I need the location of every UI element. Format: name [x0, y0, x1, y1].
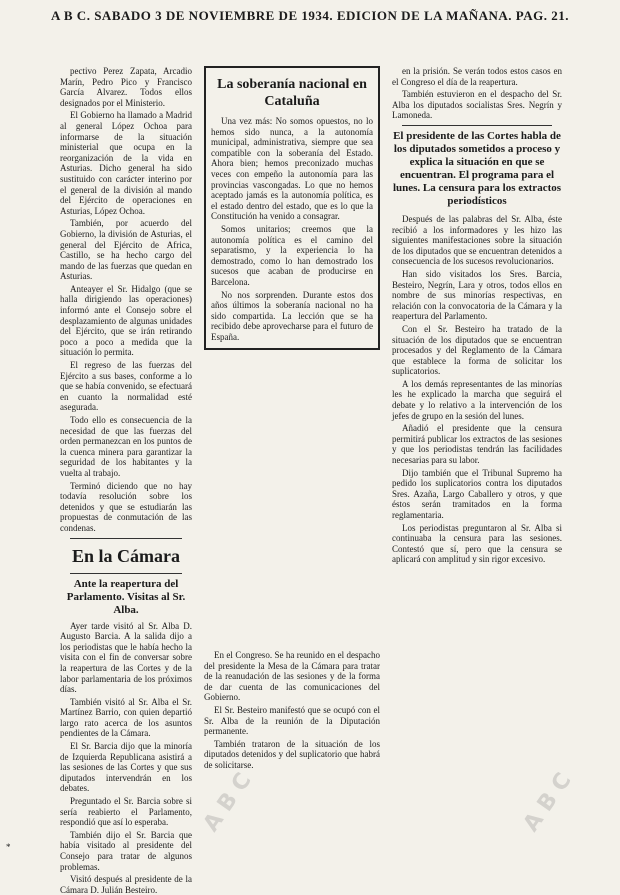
editorial-para: No nos sorprenden. Durante estos dos años últimos la soberanía nacional no ha sido compartida. La lección que se ha recibido debe aprovecharse para el futuro de España. [211, 289, 373, 342]
col1-para: El regreso de las fuerzas del Ejército a sus bases, conforme a lo que se había convenido, se efectuará en cuanto la normalidad esté asegurada. [60, 360, 192, 413]
col1-para: pectivo Perez Zapata, Arcadio Marín, Pedro Pico y Francisco García Alvarez. Todos ellos designados por el Ministerio. [60, 66, 192, 108]
column-3 [392, 66, 562, 850]
col3-para: Con el Sr. Besteiro ha tratado de la situación de los diputados que se encuentran procesados y del Reglamento de la Cámara que establece la forma de solicitar los suplicatorios. [392, 323, 562, 377]
article-title: El presidente de las Cortes habla de los diputados sometidos a proceso y explica la situación en que se encuentran. El programa para el lunes. La censura para los extractos periodísticos [392, 129, 562, 207]
editorial-title: La soberanía nacional en Cataluña [217, 77, 367, 109]
col3-para: Dijo también que el Tribunal Supremo ha pedido los suplicatorios contra los diputados Sres. Azaña, Largo Caballero y otros, y que éstos serán tramitados en la forma reglamentaria. [392, 467, 562, 520]
section-title: En la Cámara [72, 545, 180, 566]
article-title: Ante la reapertura del Parlamento. Visitas al Sr. Alba. [66, 577, 186, 616]
col1-para: Preguntado el Sr. Barcia sobre si sería reabierto el Parlamento, respondió que así lo esperaba. [60, 796, 192, 828]
column-2 [204, 66, 380, 650]
col3-para: en la prisión. Se verán todos estos casos en el Congreso el día de la reapertura. [392, 66, 562, 87]
watermark-stamp: A B C [198, 768, 257, 837]
footer-mark: * [6, 842, 11, 852]
col2-para: En el Congreso. Se ha reunido en el despacho del presidente la Mesa de la Cámara para tratar de la reanudación de las sesiones y de la forma de dar cuenta de las comunicaciones del Gobierno. [204, 650, 380, 703]
watermark-stamp: A B C [518, 768, 577, 837]
col1-para: Todo ello es consecuencia de la necesidad de que las fuerzas del orden permanezcan en los puntos de la cuenca minera para garantizar la seguridad de los habitantes y la vuelta al trabajo. [60, 415, 192, 478]
col1-para: También visitó al Sr. Alba el Sr. Martínez Barrio, con quien departió largo rato acerca de los asuntos pendientes de la Cámara. [60, 696, 192, 739]
col3-para: Después de las palabras del Sr. Alba, éste recibió a los informadores y les hizo las siguientes manifestaciones sobre la situación de los diputados que se encuentran detenidos a consecuencia de los sucesos revolucionarios. [392, 213, 562, 267]
col2-para: El Sr. Besteiro manifestó que se ocupó con el Sr. Alba de la reunión de la Diputación permanente. [204, 704, 380, 737]
col1-para: Anteayer el Sr. Hidalgo (que se halla dirigiendo las operaciones) informó ante el Consejo sobre el desplazamiento de algunas unidades del Ejército, que se irán retirando poco a poco a medida que la situación lo permita. [60, 283, 192, 358]
masthead: A B C. SABADO 3 DE NOVIEMBRE DE 1934. EDICION DE LA MAÑANA. PAG. 21. [50, 8, 570, 23]
col3-para: Los periodistas preguntaron al Sr. Alba si continuaba la censura para las sesiones. Contestó que sí, pero que la censura se aplicará con amplitud y sin rigor excesivo. [392, 522, 562, 565]
column-1 [60, 66, 192, 895]
divider [70, 538, 182, 539]
col3-para: También estuvieron en el despacho del Sr. Alba los diputados socialistas Sres. Negrín y Lamoneda. [392, 89, 562, 121]
col3-para: Añadió el presidente que la censura permitirá publicar los extractos de las sesiones y que los periodistas tendrán las facilidades necesarias para su labor. [392, 423, 562, 466]
editorial-para: Una vez más: No somos opuestos, no lo hemos sido nunca, a la autonomía municipal, administrativa, siempre que sea compatible con la soberanía del Estado. Ahora bien; hemos preconizado muchas veces con empeño la autonomía para las provincias vascongadas. Lo que no hemos aceptado jamás es la autonomía política, es el estado dentro del estado, que es lo que la Constitución ha venido a consagrar. [211, 116, 373, 222]
col1-para: Terminó diciendo que no hay todavía resolución sobre los detenidos y que se estudiarán las propuestas de conmutación de las condenas. [60, 480, 192, 533]
editorial-para: Somos unitarios; creemos que la autonomía política es el camino del separatismo, y la experiencia lo ha demostrado, como lo han demostrado los sucesos que acaban de producirse en Barcelona. [211, 223, 373, 287]
col1-para: También dijo el Sr. Barcia que había visitado al presidente del Consejo para tratar de algunos problemas. [60, 829, 192, 872]
col1-para: Visitó después al presidente de la Cámara D. Julián Besteiro. [60, 874, 192, 895]
col1-para: El Sr. Barcia dijo que la minoría de Izquierda Republicana asistirá a las sesiones de las Cortes y que sus diputados intervendrán en los debates. [60, 741, 192, 794]
divider [70, 573, 182, 574]
col1-para: También, por acuerdo del Gobierno, la división de Asturias, el general del Ejército de Africa, Castillo, se ha hecho cargo del mando de las fuerzas que quedan en Asturias. [60, 218, 192, 282]
col3-para: A los demás representantes de las minorías les he explicado la marcha que seguirá el debate y lo relativo a la intervención de los jefes de grupo en la sesión del lunes. [392, 378, 562, 421]
col3-para: Han sido visitados los Sres. Barcia, Besteiro, Negrín, Lara y otros, todos ellos en nombre de sus minorías respectivas, en relación con la convocatoria de la Cámara y la reapertura del Parlamento. [392, 268, 562, 322]
col1-para: El Gobierno ha llamado a Madrid al general López Ochoa para informarse de la situación ministerial que ocupa en la reorganización de la vida en Asturias. Dicho general ha sido sustituido con carácter interino por el general de la división al mando del Ejército de operaciones en Asturias, López Ochoa. [60, 110, 192, 216]
col2-para: También trataron de la situación de los diputados detenidos y del suplicatorio que habrá de solicitarse. [204, 738, 380, 770]
col1-para: Ayer tarde visitó al Sr. Alba D. Augusto Barcia. A la salida dijo a los periodistas que le había hecho la visita con el fin de conversar sobre la reapertura de las Cortes y de la labor parlamentaria de los próximos días. [60, 620, 192, 695]
divider [402, 125, 552, 126]
editorial-box [204, 66, 380, 350]
